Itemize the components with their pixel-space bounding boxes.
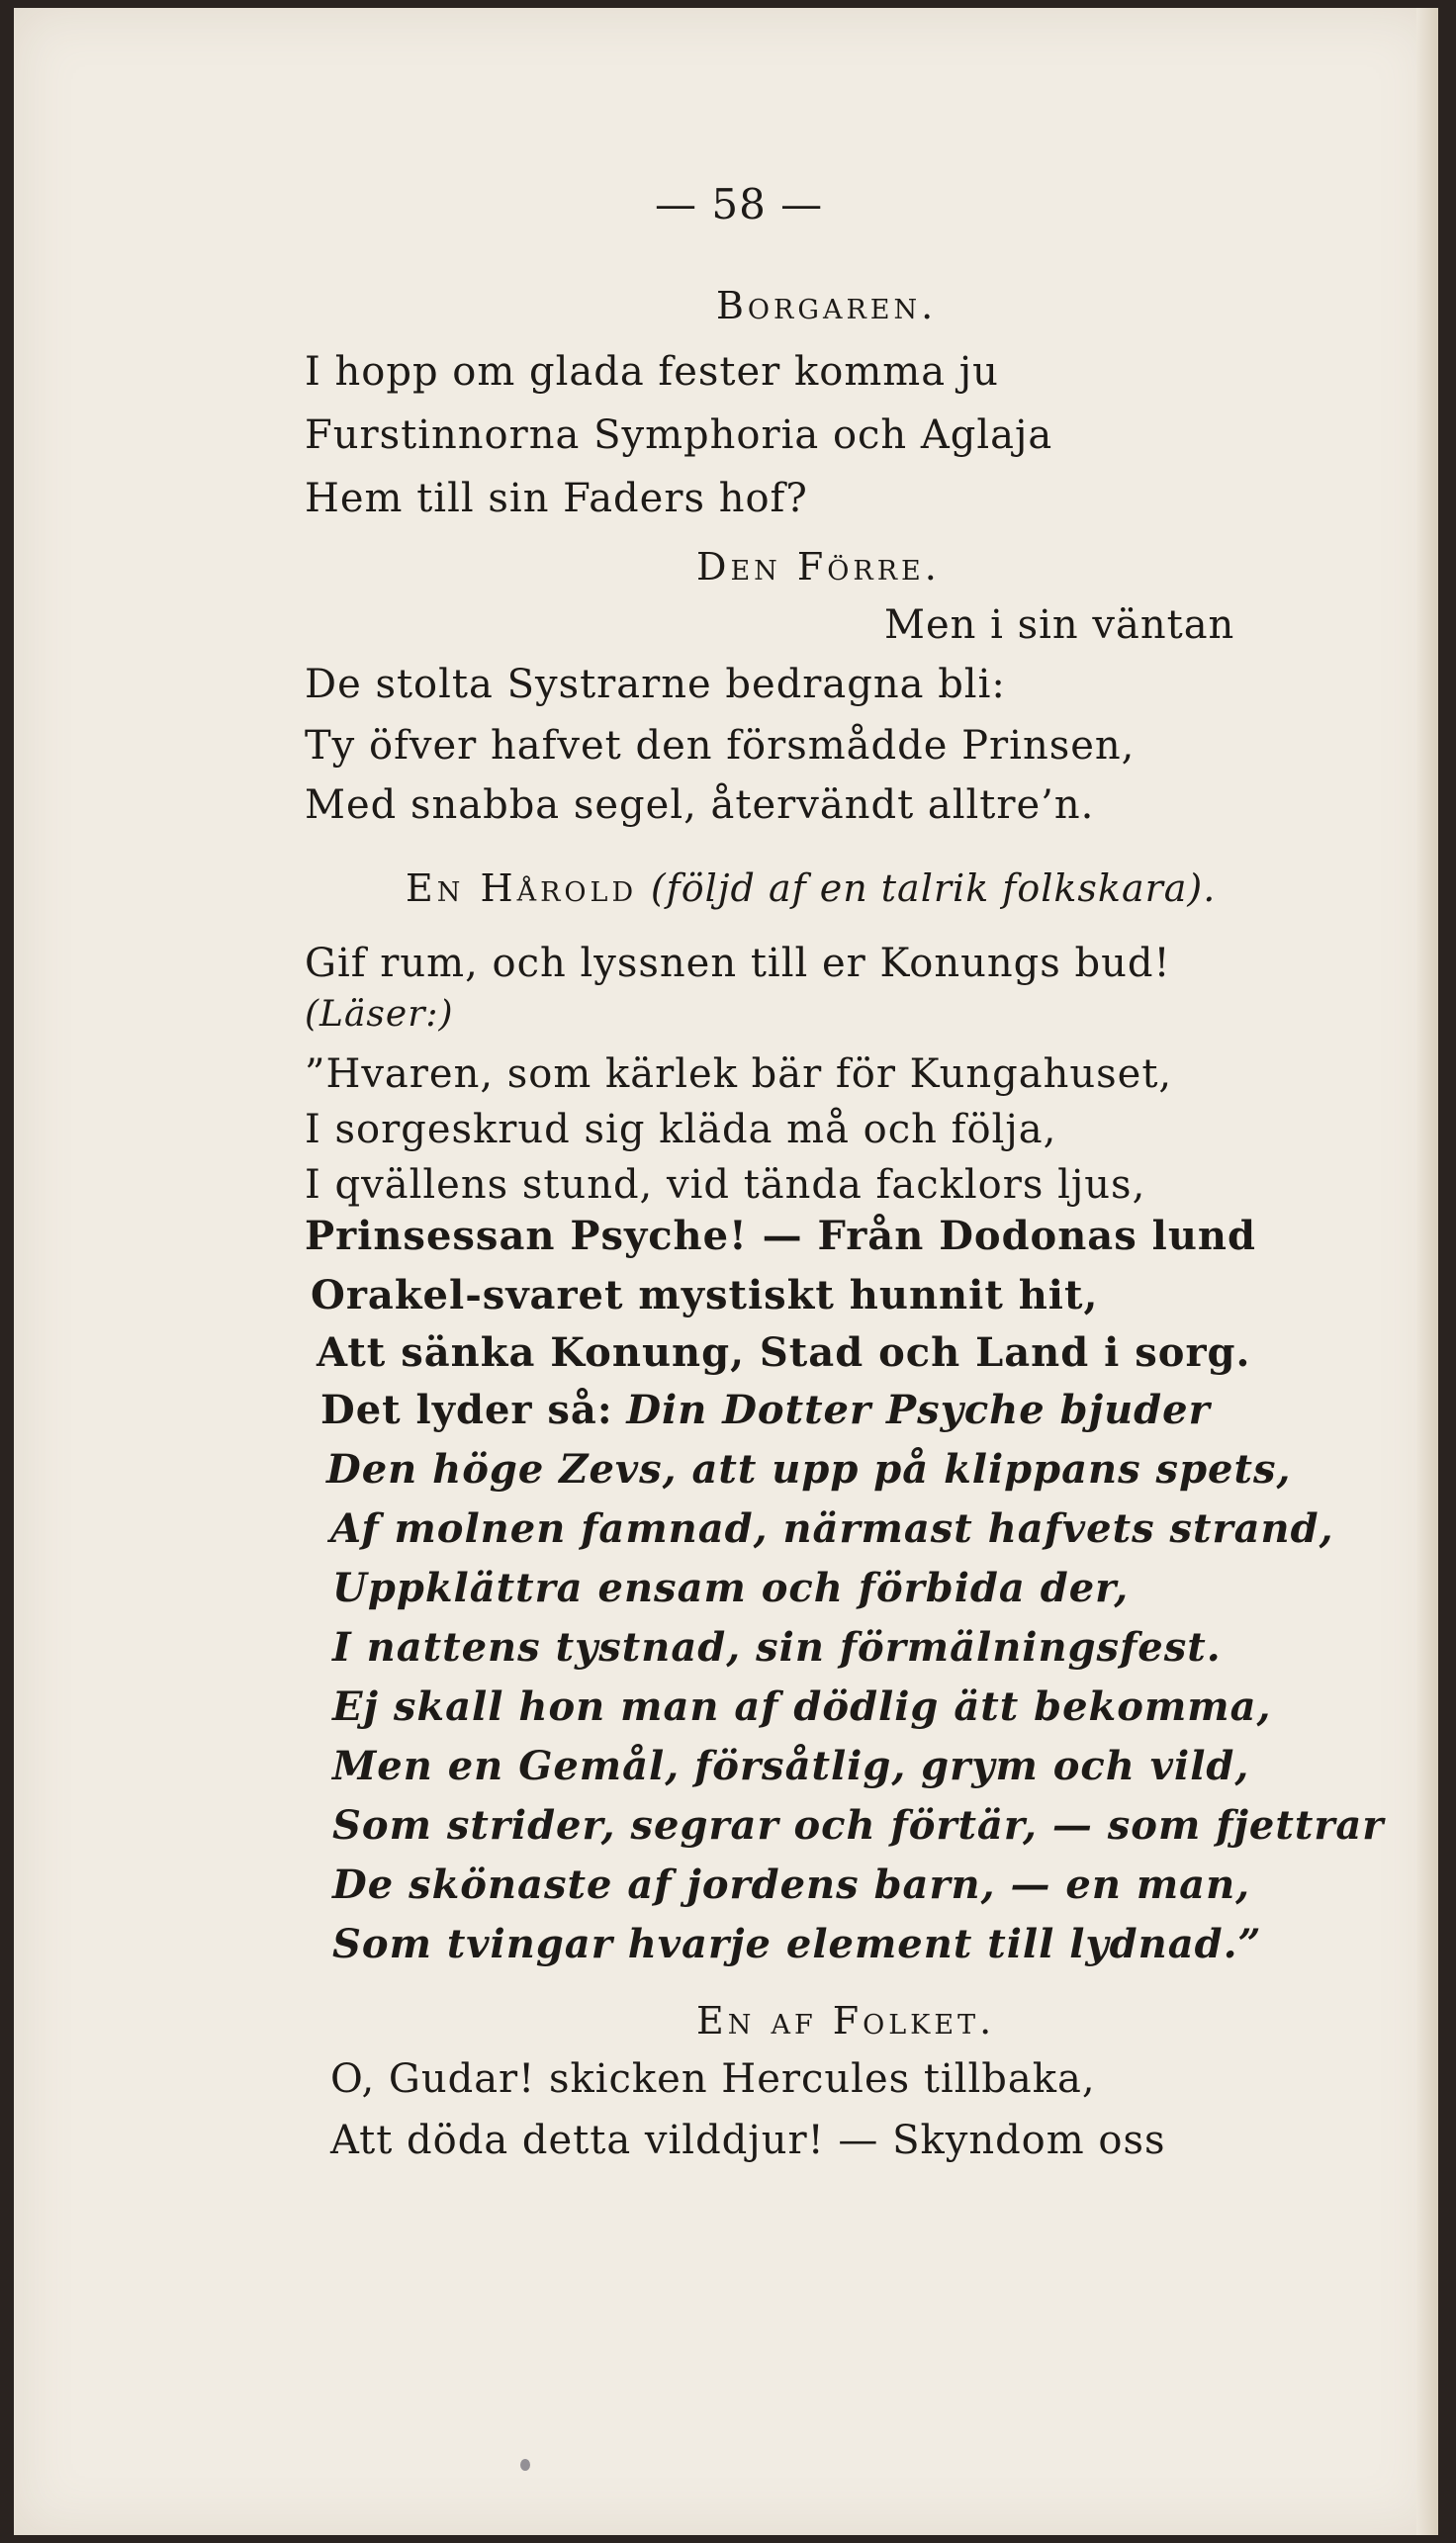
oracle-line: Uppklättra ensam och förbida der, (332, 1565, 1130, 1611)
oracle-line: Som tvingar hvarje element till lydnad.” (332, 1921, 1262, 1967)
verse-line: Med snabba segel, återvändt alltre’n. (305, 782, 1095, 828)
verse-line: Furstinnorna Symphoria och Aglaja (305, 412, 1053, 458)
verse-line: Men i sin väntan (884, 602, 1235, 648)
stage-direction-laser: (Läser:) (305, 994, 454, 1035)
book-page (14, 8, 1438, 2535)
oracle-line: Den höge Zevs, att upp på klippans spets, (326, 1446, 1292, 1493)
verse-line: Gif rum, och lyssnen till er Konungs bud! (305, 941, 1171, 986)
verse-line: Orakel-svaret mystiskt hunnit hit, (311, 1272, 1099, 1318)
speaker-en-af-folket: En af Folket. (696, 1999, 996, 2043)
verse-line-mixed (320, 1387, 1211, 1433)
verse-line: I hopp om glada fester komma ju (305, 349, 999, 395)
speaker-name: En Hårold (406, 866, 638, 910)
oracle-line: Som strider, segrar och förtär, — som fjettrar (332, 1802, 1385, 1849)
verse-line: Prinsessan Psyche! — Från Dodonas lund (305, 1213, 1256, 1259)
verse-line: Hem till sin Faders hof? (305, 476, 808, 521)
ink-speck (520, 2459, 530, 2471)
verse-segment: Det lyder så: (320, 1387, 613, 1433)
verse-line: I qvällens stund, vid tända facklors ljus, (305, 1162, 1146, 1208)
verse-line: O, Gudar! skicken Hercules tillbaka, (330, 2056, 1096, 2102)
oracle-segment: Din Dotter Psyche bjuder (626, 1387, 1211, 1433)
speaker-borgaren: Borgaren. (716, 284, 938, 327)
verse-line: De stolta Systrarne bedragna bli: (305, 662, 1006, 707)
oracle-line: Ej skall hon man af dödlig ätt bekomma, (332, 1683, 1272, 1730)
oracle-line: Af molnen famnad, närmast hafvets strand, (330, 1505, 1334, 1552)
page-number: — 58 — (655, 180, 824, 228)
oracle-line: I nattens tystnad, sin förmälningsfest. (332, 1624, 1222, 1671)
oracle-line: De skönaste af jordens barn, — en man, (332, 1862, 1251, 1908)
verse-line: ”Hvaren, som kärlek bär för Kungahuset, (305, 1051, 1173, 1097)
verse-line: Ty öfver hafvet den försmådde Prinsen, (305, 723, 1136, 769)
verse-line: Att döda detta vilddjur! — Skyndom oss (330, 2118, 1166, 2163)
verse-line: Att sänka Konung, Stad och Land i sorg. (317, 1329, 1251, 1376)
verse-line: I sorgeskrud sig kläda må och följa, (305, 1107, 1057, 1152)
speaker-den-forre: Den Förre. (696, 545, 941, 589)
stage-direction: (följd af en talrik folkskara). (650, 866, 1217, 910)
oracle-line: Men en Gemål, försåtlig, grym och vild, (332, 1743, 1250, 1789)
page-spine-shadow (1416, 8, 1438, 2535)
speaker-en-harold (406, 868, 1216, 908)
